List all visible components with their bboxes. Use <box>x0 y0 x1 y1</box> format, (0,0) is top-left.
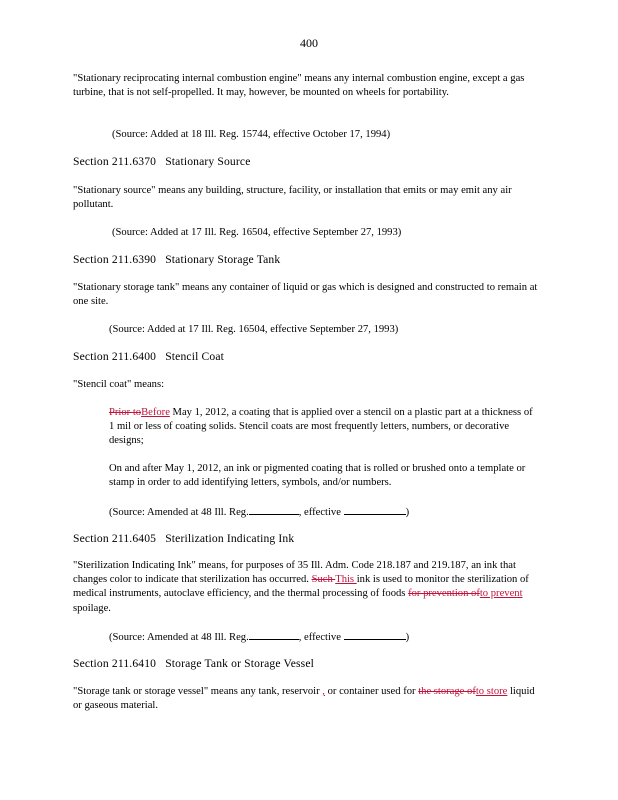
definition-stationary-source: "Stationary source" means any building, structure, facility, or installation that emits or may emit any air pollutant. <box>73 185 512 211</box>
section-number: Section 211.6400 <box>73 350 157 363</box>
section-title: Storage Tank or Storage Vessel <box>165 657 314 670</box>
deleted-text: Such <box>311 574 336 586</box>
paragraph-text: spoilage. <box>73 602 111 614</box>
definition-sterilization-ink <box>73 559 543 616</box>
deleted-text: for prevention of <box>408 588 480 600</box>
page-number: 400 <box>300 36 318 50</box>
blank-register-number <box>249 629 299 640</box>
blank-effective-date <box>344 629 406 640</box>
source-text: , effective <box>298 632 344 643</box>
source-note-2: (Source: Added at 17 Ill. Reg. 16504, effective September 27, 1993) <box>112 227 402 238</box>
section-number: Section 211.6405 <box>73 532 157 545</box>
source-text: (Source: Amended at 48 Ill. Reg. <box>109 507 249 518</box>
inserted-text: This <box>335 574 357 586</box>
section-heading-6390 <box>73 253 280 266</box>
blank-register-number <box>249 504 299 515</box>
definition-stencil-coat: "Stencil coat" means: <box>73 379 165 390</box>
definition-storage-tank <box>73 685 543 713</box>
inserted-text: , <box>322 686 325 697</box>
inserted-text: Before <box>141 407 170 418</box>
section-heading-6400 <box>73 350 224 363</box>
source-note-5 <box>109 629 539 645</box>
section-title: Stationary Source <box>165 155 251 168</box>
inserted-text: to prevent <box>479 588 523 600</box>
section-heading-6405 <box>73 532 294 545</box>
stencil-coat-item-b: On and after May 1, 2012, an ink or pigmented coating that is rolled or brushed onto a template or stamp in order to add identifying letters, symbols, and/or numbers. <box>109 463 526 489</box>
source-text: ) <box>405 632 410 643</box>
section-heading-6370 <box>73 155 251 168</box>
source-text: (Source: Amended at 48 Ill. Reg. <box>109 632 249 643</box>
paragraph-text: or container used for <box>324 686 419 697</box>
source-note-3: (Source: Added at 17 Ill. Reg. 16504, effective September 27, 1993) <box>109 324 399 335</box>
section-title: Stencil Coat <box>165 350 224 363</box>
section-number: Section 211.6370 <box>73 155 157 168</box>
definition-stationary-storage-tank: "Stationary storage tank" means any container of liquid or gas which is designed and constructed to remain at one site. <box>73 282 538 308</box>
stencil-coat-item-a <box>109 406 539 449</box>
section-number: Section 211.6410 <box>73 657 157 670</box>
section-title: Sterilization Indicating Ink <box>165 532 295 545</box>
section-title: Stationary Storage Tank <box>165 253 281 266</box>
source-note-1: (Source: Added at 18 Ill. Reg. 15744, effective October 17, 1994) <box>112 129 391 140</box>
paragraph-text: "Sterilization Indicating Ink" means, for purposes of 35 Ill. Adm. Code 218.187 and 219.187, an ink that changes color to indicate that sterilization has occurred. <box>73 560 516 586</box>
paragraph-text: May 1, 2012, a coating that is applied over a stencil on a plastic part at a thickness of 1 mil or less of coating solids. Stencil coats are most frequently letters, numbers, or decorative designs; <box>109 407 533 447</box>
section-number: Section 211.6390 <box>73 253 157 266</box>
source-text: ) <box>405 507 410 518</box>
section-heading-6410 <box>73 657 314 670</box>
deleted-text: the storage of <box>418 686 476 697</box>
paragraph-text: liquid or gaseous material. <box>73 686 535 712</box>
deleted-text: Prior to <box>109 407 142 418</box>
paragraph-text: ink is used to monitor the sterilization of medical instruments, autoclave efficiency, and the thermal processing of foods <box>73 574 529 600</box>
definition-stationary-rice: "Stationary reciprocating internal combustion engine" means any internal combustion engine, except a gas turbine, that is not self-propelled. It may, however, be mounted on wheels for portability. <box>73 73 525 99</box>
blank-effective-date <box>344 504 406 515</box>
source-note-4 <box>109 504 539 520</box>
paragraph-text: "Storage tank or storage vessel" means any tank, reservoir <box>73 686 323 697</box>
inserted-text: to store <box>475 686 508 697</box>
source-text: , effective <box>298 507 344 518</box>
